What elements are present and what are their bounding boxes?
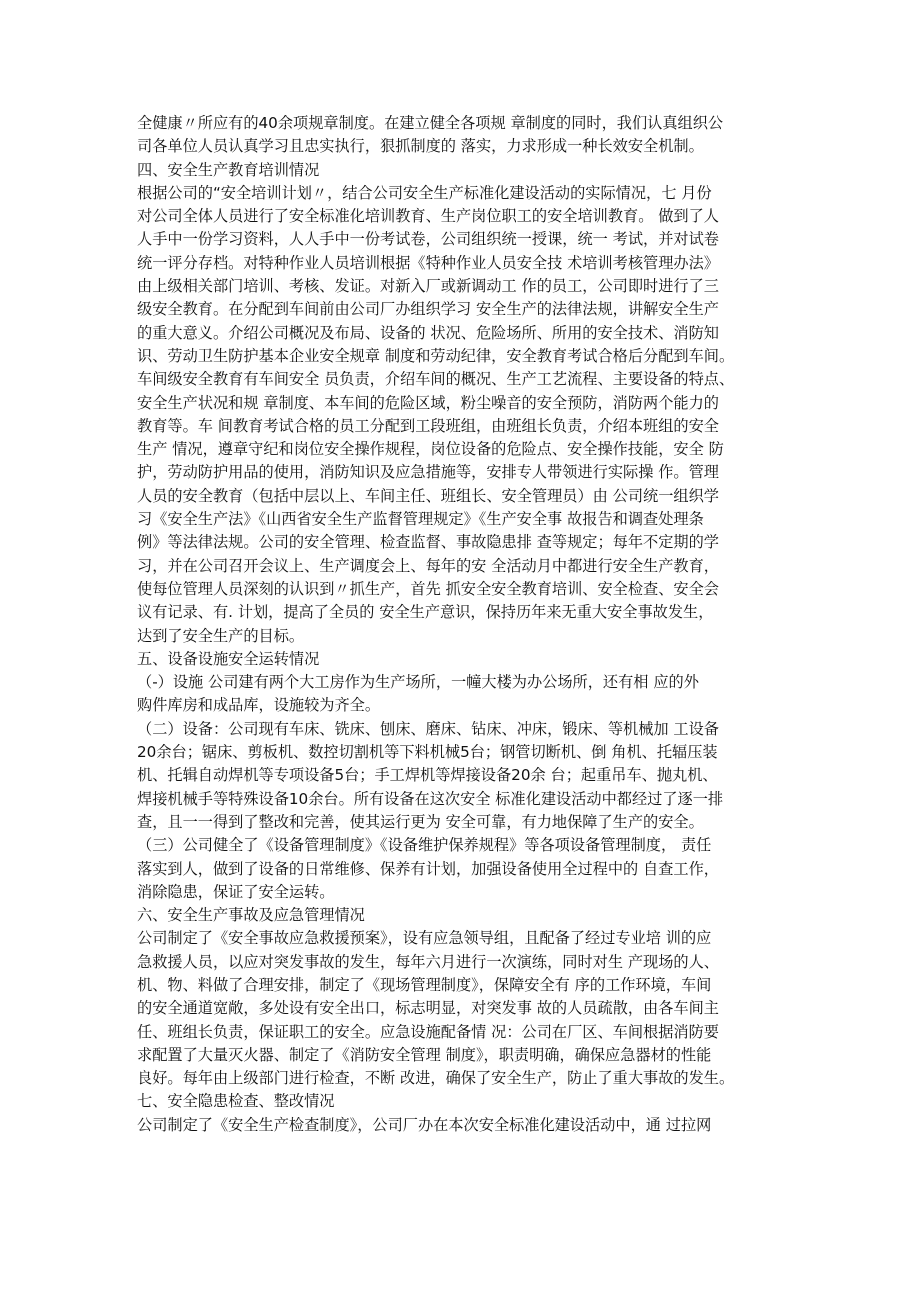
text-line: 落实到人，做到了设备的日常维修、保养有计划，加强设备使用全过程中的 自查工作， [137, 859, 719, 878]
text-line: 级安全教育。在分配到车间前由公司厂办组织学习 安全生产的法律法规，讲解安全生产 [137, 300, 719, 319]
text-line: 查，且一一得到了整改和完善，使其运行更为 安全可靠，有力地保障了生产的安全。 [137, 812, 704, 831]
text-line: 对公司全体人员进行了安全标准化培训教育、生产岗位职工的安全培训教育。 做到了人 [137, 207, 719, 226]
text-line: 统一评分存档。对特种作业人员培训根据《特种作业人员安全技 术培训考核管理办法》 [137, 253, 719, 272]
text-line: 任、班组长负责，保证职工的安全。应急设施配备情 况：公司在厂区、车间根据消防要 [137, 1022, 719, 1041]
text-line: 根据公司的“安全培训计划〃，结合公司安全生产标准化建设活动的实际情况，七 月份 [137, 183, 712, 202]
text-line: 车间级安全教育有车间安全 员负责，介绍车间的概况、生产工艺流程、主要设备的特点、 [137, 370, 735, 389]
text-line: 急救援人员，以应对突发事故的发生，每年六月进行一次演练，同时对生 产现场的人、 [137, 952, 719, 971]
text-line: 公司制定了《安全生产检查制度》，公司厂办在本次安全标准化建设活动中，通 过拉网 [137, 1115, 712, 1134]
text-line: 20余台；锯床、剪板机、数控切割机等下料机械5台；钢管切断机、倒 角机、托辐压装 [137, 743, 718, 762]
text-line: 由上级相关部门培训、考核、发证。对新入厂或新调动工 作的员工，公司即时进行了三 [137, 277, 719, 296]
text-line: 习《安全生产法》《山西省安全生产监督管理规定》《生产安全事 故报告和调查处理条 [137, 510, 704, 529]
document-body [137, 112, 791, 1137]
text-line: 的重大意义。介绍公司概况及布局、设备的 状况、危险场所、所用的安全技术、消防知 [137, 323, 719, 342]
text-line: 消除隐患，保证了安全运转。 [137, 882, 335, 901]
text-line: 议有记录、有. 计划，提高了全员的 安全生产意识，保持历年来无重大安全事故发生， [137, 603, 714, 622]
text-line: 机、托辑自动焊机等专项设备5台；手工焊机等焊接设备20余 台；起重吊车、抛丸机、 [137, 766, 718, 785]
text-line: 人员的安全教育（包括中层以上、车间主任、班组长、安全管理员）由 公司统一组织学 [137, 486, 719, 505]
text-line: 人手中一份学习资料，人人手中一份考试卷，公司组织统一授课，统一 考试，并对试卷 [137, 230, 719, 249]
section-heading-7: 七、安全隐患检查、整改情况 [137, 1092, 335, 1111]
text-line: （三）公司健全了《设备管理制度》《设备维护保养规程》等各项设备管理制度， 责任 [137, 836, 712, 855]
text-line: 教育等。车 间教育考试合格的员工分配到工段班组，由班组长负责，介绍本班组的安全 [137, 416, 719, 435]
text-line: （-）设施 公司建有两个大工房作为生产场所，一幢大楼为办公场所，还有相 应的外 [137, 673, 699, 692]
text-line: 使每位管理人员深刻的认识到〃抓生产，首先 抓安全安全教育培训、安全检查、安全会 [137, 579, 719, 598]
text-line: 护，劳动防护用品的使用，消防知识及应急措施等，安排专人带领进行实际操 作。管理 [137, 463, 719, 482]
text-line: 全健康〃所应有的40余项规章制度。在建立健全各项规 章制度的同时，我们认真组织公 [137, 114, 724, 132]
text-line: （二）设备：公司现有车床、铣床、刨床、磨床、钻床、冲床，锻床、等机械加 工设备 [137, 719, 719, 738]
section-heading-4: 四、安全生产教育培训情况 [137, 160, 320, 179]
section-heading-5: 五、设备设施安全运转情况 [137, 649, 320, 668]
text-line: 安全生产状况和规 章制度、本车间的危险区域，粉尘噪音的安全预防，消防两个能力的 [137, 393, 719, 412]
text-line: 习，并在公司召开会议上、生产调度会上、每年的安 全活动月中都进行安全生产教育， [137, 556, 719, 575]
text-line: 的安全通道宽敞，多处设有安全出口，标志明显，对突发事 故的人员疏散，由各车间主 [137, 999, 719, 1018]
text-line: 机、物、料做了合理安排，制定了《现场管理制度》，保障安全有 序的工作环境，车间 [137, 975, 712, 994]
text-line: 购件库房和成品库，设施较为齐全。 [137, 696, 380, 715]
text-line: 例》等法律法规。公司的安全管理、检查监督、事故隐患排 查等规定；每年不定期的学 [137, 533, 719, 552]
text-line: 公司制定了《安全事故应急救援预案》，设有应急领导组，且配备了经过专业培 训的应 [137, 929, 712, 948]
text-line: 焊接机械手等特殊设备10余台。所有设备在这次安全 标准化建设活动中都经过了逐一排 [137, 789, 724, 808]
text-line: 达到了安全生产的目标。 [137, 626, 305, 645]
section-heading-6: 六、安全生产事故及应急管理情况 [137, 906, 365, 925]
text-line: 生产 情况，遵章守纪和岗位安全操作规程，岗位设备的危险点、安全操作技能，安全 防 [137, 440, 724, 459]
text-line: 良好。每年由上级部门进行检查，不断 改进，确保了安全生产，防止了重大事故的发生。 [137, 1069, 735, 1088]
text-line: 识、劳动卫生防护基本企业安全规章 制度和劳动纪律，安全教育考试合格后分配到车间。 [137, 346, 735, 365]
text-line: 司各单位人员认真学习且忠实执行，狠抓制度的 落实，力求形成一种长效安全机制。 [137, 137, 704, 156]
text-line: 求配置了大量灭火器、制定了《消防安全管理 制度》，职责明确，确保应急器材的性能 [137, 1045, 712, 1064]
